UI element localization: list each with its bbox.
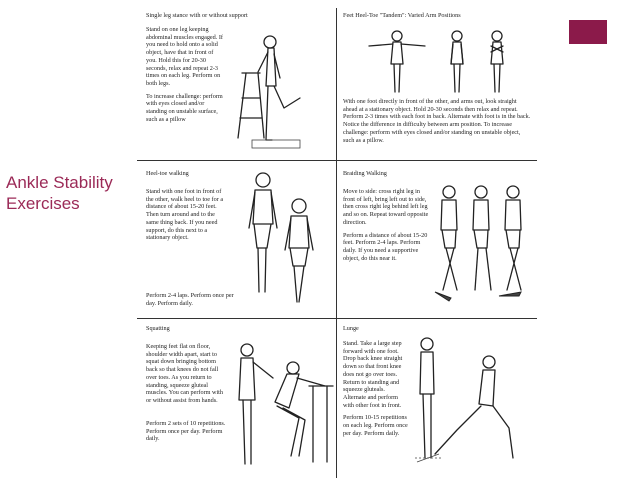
cell-title: Feet Heel-Toe "Tandem": Varied Arm Positions: [343, 12, 461, 19]
paragraph: Move to side: cross right leg in front of left, bring left out to side, then cross right leg behind left leg and so on. Repeat toward opposite direction.: [343, 188, 429, 226]
cell-heel-toe-walking-text: [146, 188, 226, 247]
cell-title: Braiding Walking: [343, 170, 387, 177]
cell-braiding-text: [343, 188, 429, 267]
paragraph: Stand with one foot in front of the other, walk heel to toe for a distance of about 15-20 feet. Then turn around and to the same thing back. If you need support, do this next to a stationary object.: [146, 188, 224, 242]
cell-title: Heel-toe walking: [146, 170, 189, 177]
paragraph: Perform 10-15 repetitions on each leg. Perform once per day. Perform daily.: [343, 414, 408, 437]
cell-single-leg-stance: [146, 12, 326, 26]
column-divider: [336, 8, 337, 478]
cell-heel-toe-tandem-text: [343, 98, 531, 149]
cell-squatting: [146, 325, 326, 339]
paragraph: Perform 2 sets of 10 repetitions. Perform once per day. Perform daily.: [146, 420, 226, 443]
paragraph: To increase challenge: perform with eyes closed and/or standing on unstable surface, such as a pillow: [146, 92, 223, 123]
cell-single-leg-text: [146, 26, 224, 128]
paragraph: Keeping feet flat on floor, shoulder width apart, start to squat down bringing bottom back so that knees do not fall over toes. As you return to standing, squeeze gluteal muscles. You can perform with or without assist from hands.: [146, 343, 223, 404]
paragraph: Stand. Take a large step forward with one foot. Drop back knee straight down so that front knee does not go over toes. Return to standing and squeeze gluteals. Alternate and perform with other foot in front.: [343, 340, 403, 409]
row-divider: [137, 160, 537, 161]
paragraph: Stand on one leg keeping abdominal muscles engaged. If you need to hold onto a solid object, have that in front of you. Hold this for 20-30 seconds, relax and repeat 2-3 times on each leg. Perform on both legs.: [146, 26, 223, 87]
cell-title: Squatting: [146, 325, 170, 332]
cell-squatting-note: [146, 420, 226, 448]
page-title: Ankle Stability Exercises: [6, 173, 113, 213]
squatting-figures: [229, 338, 335, 474]
cell-heel-toe-tandem: [343, 12, 533, 26]
cell-squatting-text: [146, 343, 226, 410]
cell-title: Single leg stance with or without support: [146, 12, 248, 19]
braiding-walking-figures: [429, 180, 535, 308]
cell-lunge-text: [343, 340, 409, 442]
accent-block: [569, 20, 607, 44]
lunge-figures: [413, 330, 535, 474]
single-leg-stance-figure: [232, 28, 332, 156]
row-divider: [137, 318, 537, 319]
paragraph: Perform a distance of about 15-20 feet. Perform 2-4 laps. Perform daily. If you need a supportive object, do this near it.: [343, 231, 428, 262]
exercise-grid: [137, 8, 537, 478]
cell-heel-toe-walking-note: [146, 292, 236, 312]
paragraph: Perform 2-4 laps. Perform once per day. Perform daily.: [146, 292, 234, 307]
tandem-stance-figures: [367, 28, 517, 96]
paragraph: With one foot directly in front of the other, and arms out, look straight ahead at a stationary object. Hold 20-30 seconds then relax and repeat. Perform 2-3 times with each foot in back. Alternate with foot is in the back. Notice the difference in difficulty between arm position. To increase challenge: perform with eyes closed and/or standing on unstable object, such as a pillow.: [343, 98, 531, 144]
cell-title: Lunge: [343, 325, 359, 332]
heel-toe-walking-figures: [237, 168, 333, 308]
